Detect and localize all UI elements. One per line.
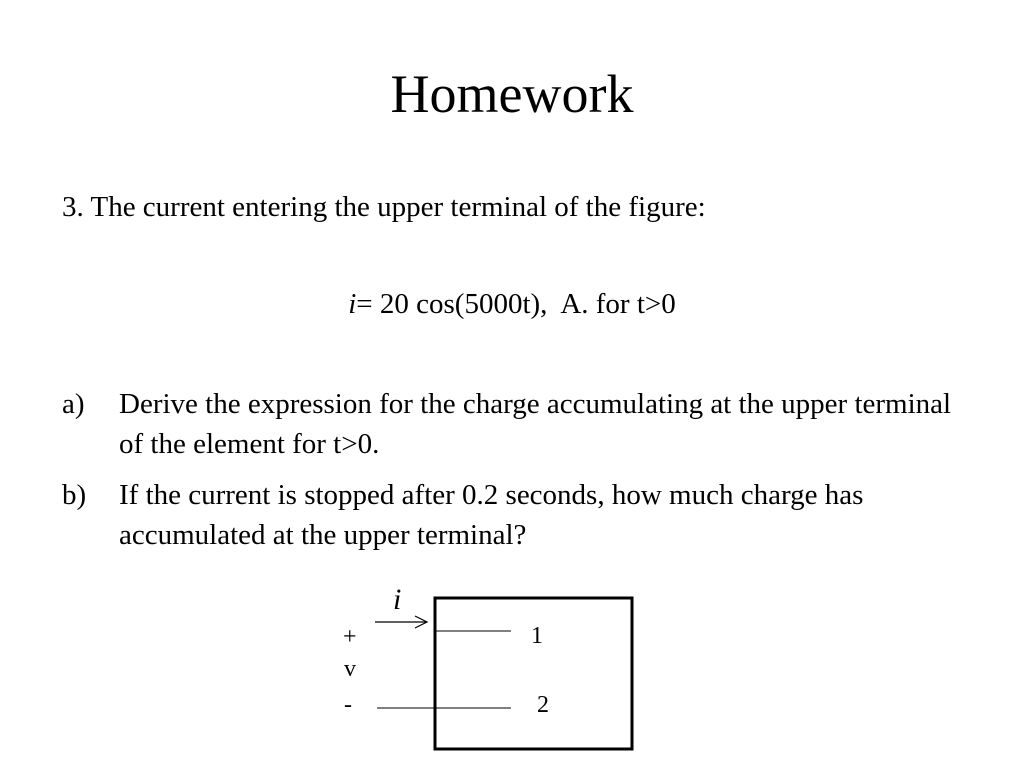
- terminal-1-label: 1: [531, 623, 543, 649]
- list-item-text: If the current is stopped after 0.2 seconds, how much charge has accumulated at the upper terminal?: [119, 479, 864, 551]
- list-item-marker: b): [62, 479, 87, 511]
- list-item-marker: a): [62, 388, 85, 420]
- minus-label: -: [344, 692, 352, 718]
- slide-title: Homework: [390, 64, 634, 124]
- element-box: [435, 598, 632, 749]
- problem-statement: 3. The current entering the upper terminal of the figure:: [62, 191, 706, 223]
- equation-variable: i: [348, 288, 357, 320]
- terminal-2-label: 2: [537, 692, 549, 718]
- current-label: i: [393, 583, 402, 616]
- voltage-label: v: [344, 656, 356, 682]
- list-item-text: Derive the expression for the charge accumulating at the upper terminal of the element for t>0.: [119, 388, 952, 460]
- equation-expression: = 20 cos(5000t), A. for t>0: [356, 288, 676, 320]
- plus-label: +: [343, 624, 357, 650]
